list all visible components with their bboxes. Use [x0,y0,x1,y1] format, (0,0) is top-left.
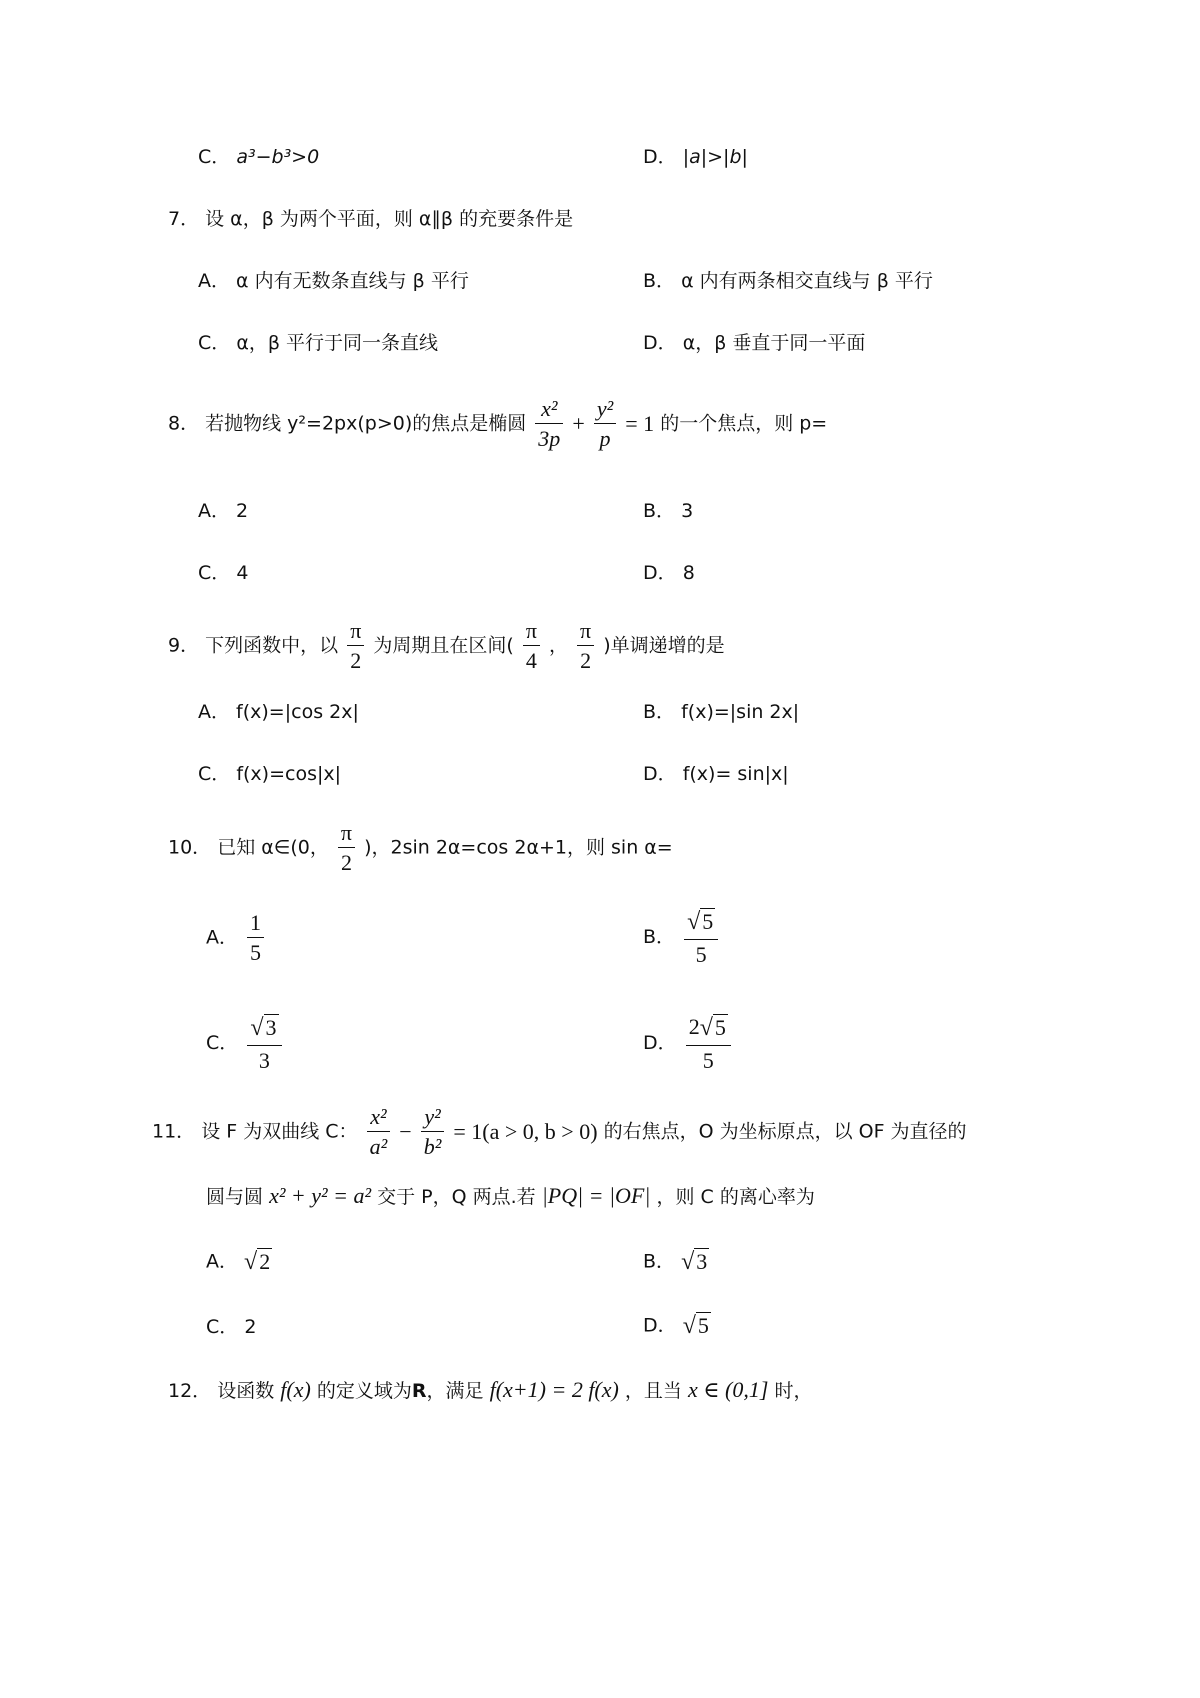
option-text: |a|>|b| [682,146,748,168]
question-7-stem [168,210,573,229]
question-text: 下列函数中，以 [205,634,339,657]
frac-denominator: 5 [702,1047,714,1073]
q8-option-b[interactable] [643,502,693,521]
frac-numerator [686,1014,731,1046]
question-11-stem-line1 [152,1104,967,1160]
q10-option-a[interactable] [206,910,267,966]
question-text: 若抛物线 y²=2px(p>0)的焦点是椭圆 [205,412,527,435]
plus-sign: + [572,410,585,436]
option-label: C． [198,763,231,785]
frac-numerator: y² [594,396,616,424]
functional-equation: f(x+1) = 2 f(x) [489,1377,619,1402]
q7-option-b[interactable] [643,272,933,291]
option-frac [247,1014,281,1073]
equation-tail: = 1(a > 0, b > 0) [453,1118,598,1144]
frac-denominator: a² [369,1134,388,1160]
frac-numerator: π [347,618,364,646]
real-numbers-symbol: R [411,1380,427,1402]
option-text: 2 [236,500,249,522]
option-label: A． [198,500,230,522]
frac-denominator: b² [423,1134,442,1160]
frac-denominator: 3p [538,426,561,452]
prev-option-d [643,148,748,167]
frac-numerator: π [523,618,540,646]
frac-denominator: 3 [258,1047,270,1073]
frac-numerator: y² [421,1104,445,1132]
option-label: A． [206,926,238,949]
question-text: 已知 α∈(0， [217,836,329,859]
frac-denominator: 5 [695,941,707,967]
question-text-tail: 的一个焦点，则 p= [660,412,828,435]
option-frac [247,910,264,966]
coefficient: 2 [688,1014,700,1039]
option-label: A． [198,701,230,723]
q10-option-b[interactable] [643,908,721,967]
option-frac [686,1014,731,1073]
question-9-stem [168,618,725,674]
question-12-stem [168,1379,812,1401]
option-text: α，β 垂直于同一平面 [682,332,866,354]
q9-option-d[interactable] [643,765,789,784]
function-symbol: f(x) [280,1377,311,1402]
option-label: D． [643,763,677,785]
interval-end-frac [577,618,594,674]
question-text-mid: 交于 P，Q 两点.若 [377,1186,536,1208]
hyperbola-frac-2 [421,1104,445,1160]
q7-option-d[interactable] [643,334,865,353]
frac-denominator: 2 [580,648,592,674]
option-label: A． [198,270,230,292]
question-text-mid: 为周期且在区间( [373,634,514,657]
frac-numerator: x² [535,396,563,424]
option-text: f(x)= sin|x| [682,763,789,785]
minus-sign: − [399,1118,412,1144]
sqrt-symbol: √5 [682,1313,709,1339]
q10-option-c[interactable] [206,1014,285,1073]
option-frac [684,908,718,967]
q11-option-c[interactable] [206,1318,256,1337]
option-text: α 内有两条相交直线与 β 平行 [681,270,933,292]
q8-option-a[interactable] [198,502,248,521]
question-text: 圆与圆 [206,1186,264,1208]
question-number: 11． [152,1120,196,1143]
frac-denominator: 2 [340,850,352,876]
q8-option-c[interactable] [198,564,248,583]
question-text-mid2: ，满足 [426,1380,484,1402]
option-text: α，β 平行于同一条直线 [236,332,439,354]
frac-denominator: 2 [350,648,362,674]
q9-option-b[interactable] [643,703,799,722]
circle-equation: x² + y² = a² [269,1183,372,1208]
question-11-stem-line2 [206,1185,815,1207]
option-label: D． [643,562,677,584]
frac-numerator: π [338,820,355,848]
question-number: 12． [168,1380,212,1402]
ellipse-frac-2 [594,396,616,452]
q11-option-b[interactable] [643,1250,709,1274]
question-text-tail: )单调递增的是 [603,634,725,657]
prev-option-c [198,148,319,167]
option-label: A． [206,1250,238,1273]
option-label: B． [643,500,676,522]
ellipse-frac-1 [535,396,563,452]
option-text: α 内有无数条直线与 β 平行 [236,270,469,292]
option-label: B． [643,270,676,292]
q10-option-d[interactable] [643,1014,734,1073]
comma: ， [548,634,568,657]
interval-condition: x ∈ (0,1] [687,1377,769,1402]
option-label: C． [198,562,231,584]
q11-option-d[interactable] [643,1314,711,1338]
option-label: C． [198,146,231,168]
question-text-mid3: ，且当 [624,1380,682,1402]
frac-denominator: p [599,426,611,452]
option-text: 2 [244,1316,257,1338]
frac-numerator [684,908,718,940]
equals-one: = 1 [625,410,655,436]
option-text: f(x)=cos|x| [236,763,342,785]
sqrt-symbol: √5 [687,909,714,936]
question-text-tail: )，2sin 2α=cos 2α+1，则 sin α= [364,836,673,859]
frac-numerator: x² [367,1104,391,1132]
q7-option-c[interactable] [198,334,438,353]
question-text: 设 α，β 为两个平面，则 α∥β 的充要条件是 [205,208,574,230]
question-10-stem [168,820,673,876]
option-text: f(x)=|sin 2x| [681,701,800,723]
question-text: 设函数 [217,1380,275,1402]
frac-denominator: 4 [525,648,537,674]
option-text: 3 [681,500,694,522]
option-text: a³−b³>0 [236,146,320,168]
question-number: 9． [168,634,200,657]
q9-option-c[interactable] [198,765,341,784]
question-text-mid: 的定义域为 [316,1380,412,1402]
question-number: 7． [168,208,200,230]
frac-numerator [247,1014,281,1046]
q9-option-a[interactable] [198,703,359,722]
question-text-tail: ，则 C 的离心率为 [656,1186,815,1208]
question-number: 10． [168,836,212,859]
question-text-tail: 时， [774,1380,813,1402]
pi-over-two-frac [338,820,355,876]
frac-denominator: 5 [250,940,262,966]
option-label: D． [643,146,677,168]
option-text: 8 [682,562,695,584]
frac-numerator: π [577,618,594,646]
option-label: C． [206,1316,239,1338]
option-label: D． [643,1314,677,1337]
option-label: C． [198,332,231,354]
option-text: 4 [236,562,249,584]
option-label: D． [643,332,677,354]
option-text: f(x)=|cos 2x| [236,701,359,723]
sqrt-symbol: √2 [244,1249,271,1275]
option-label: D． [643,1032,677,1055]
q11-option-a[interactable] [206,1250,272,1274]
sqrt-symbol: √5 [699,1015,726,1042]
sqrt-symbol: √3 [681,1249,708,1275]
option-label: C． [206,1032,239,1055]
option-label: B． [643,926,676,949]
hyperbola-frac-1 [367,1104,391,1160]
q8-option-d[interactable] [643,564,695,583]
question-number: 8． [168,412,200,435]
period-frac [347,618,364,674]
q7-option-a[interactable] [198,272,469,291]
question-8-stem [168,396,827,452]
sqrt-symbol: √3 [250,1015,277,1042]
option-label: B． [643,701,676,723]
question-text-tail: 的右焦点，O 为坐标原点，以 OF 为直径的 [603,1120,967,1143]
option-label: B． [643,1250,676,1273]
interval-start-frac [523,618,540,674]
frac-numerator: 1 [247,910,264,938]
length-equation: |PQ| = |OF| [541,1183,651,1208]
question-text: 设 F 为双曲线 C： [201,1120,358,1143]
